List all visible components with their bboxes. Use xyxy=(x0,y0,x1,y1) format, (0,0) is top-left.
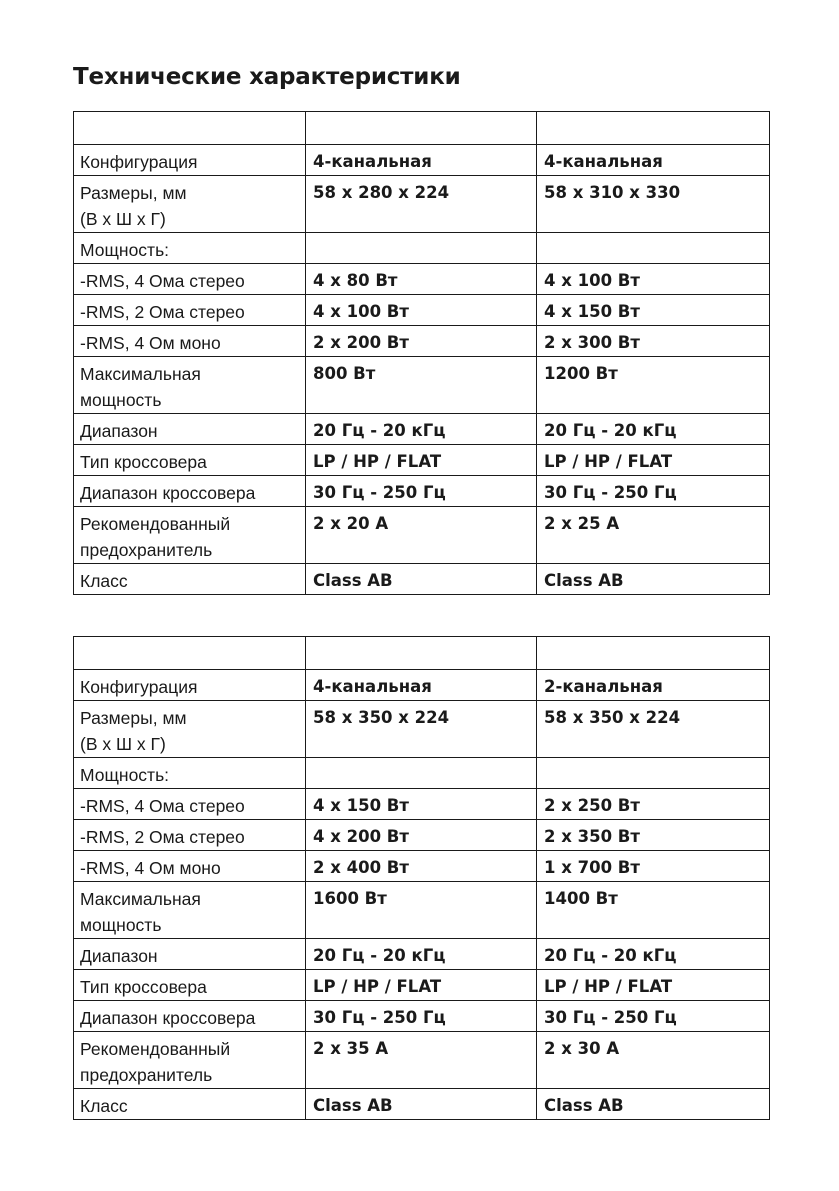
table-row xyxy=(74,1001,770,1032)
row-label-line: (В х Ш х Г) xyxy=(80,209,166,229)
row-value: 4-канальная xyxy=(306,670,537,701)
row-label: Класс xyxy=(74,1089,306,1120)
row-label xyxy=(74,1032,306,1089)
table-row xyxy=(74,789,770,820)
table-row xyxy=(74,176,770,233)
row-value: 4 х 80 Вт xyxy=(306,264,537,295)
row-value xyxy=(537,233,770,264)
row-value: Class AB xyxy=(537,564,770,595)
table-row xyxy=(74,1032,770,1089)
row-value: 58 х 350 х 224 xyxy=(306,701,537,758)
row-value xyxy=(306,758,537,789)
row-value: 58 х 350 х 224 xyxy=(537,701,770,758)
table-row xyxy=(74,970,770,1001)
row-value: 4 х 100 Вт xyxy=(537,264,770,295)
table-row xyxy=(74,670,770,701)
row-value: 30 Гц - 250 Гц xyxy=(537,1001,770,1032)
table-row xyxy=(74,820,770,851)
table-row xyxy=(74,758,770,789)
row-label-line: Максимальная xyxy=(80,364,201,384)
table-row xyxy=(74,882,770,939)
spec-table-2 xyxy=(73,636,770,1120)
row-value: 1400 Вт xyxy=(537,882,770,939)
row-value: 2-канальная xyxy=(537,670,770,701)
header-cell xyxy=(306,637,537,670)
row-value: 2 х 300 Вт xyxy=(537,326,770,357)
row-value: LP / HP / FLAT xyxy=(537,970,770,1001)
row-value: Class AB xyxy=(306,564,537,595)
row-value: Class AB xyxy=(537,1089,770,1120)
row-label: Конфигурация xyxy=(74,145,306,176)
row-label-line: Размеры, мм xyxy=(80,183,187,203)
header-cell xyxy=(74,112,306,145)
row-label: -RMS, 2 Ома стерео xyxy=(74,820,306,851)
row-value: 4 х 150 Вт xyxy=(537,295,770,326)
row-label: Мощность: xyxy=(74,233,306,264)
row-label xyxy=(74,882,306,939)
row-label-line: мощность xyxy=(80,390,162,410)
row-label: Диапазон xyxy=(74,939,306,970)
row-value: 2 х 25 А xyxy=(537,507,770,564)
row-label-line: Максимальная xyxy=(80,889,201,909)
row-value: 2 х 200 Вт xyxy=(306,326,537,357)
row-label: Тип кроссовера xyxy=(74,445,306,476)
row-label xyxy=(74,701,306,758)
row-label: Класс xyxy=(74,564,306,595)
row-label: -RMS, 4 Ом моно xyxy=(74,851,306,882)
table-row xyxy=(74,701,770,758)
row-value: 1200 Вт xyxy=(537,357,770,414)
row-value: 58 х 280 х 224 xyxy=(306,176,537,233)
row-value: 20 Гц - 20 кГц xyxy=(537,414,770,445)
table-row xyxy=(74,1089,770,1120)
row-value: 4-канальная xyxy=(537,145,770,176)
row-value: 4 х 200 Вт xyxy=(306,820,537,851)
row-value: 30 Гц - 250 Гц xyxy=(306,476,537,507)
row-value xyxy=(306,233,537,264)
page-title: Технические характеристики xyxy=(73,64,461,90)
row-label xyxy=(74,176,306,233)
row-value: Class AB xyxy=(306,1089,537,1120)
row-label xyxy=(74,507,306,564)
row-value: LP / HP / FLAT xyxy=(537,445,770,476)
row-label xyxy=(74,357,306,414)
row-value xyxy=(537,758,770,789)
row-value: 1600 Вт xyxy=(306,882,537,939)
row-label-line: Рекомендованный xyxy=(80,1039,231,1059)
row-label-line: мощность xyxy=(80,915,162,935)
row-value: 2 х 35 А xyxy=(306,1032,537,1089)
header-cell xyxy=(74,637,306,670)
table-header-row xyxy=(74,637,770,670)
row-value: 30 Гц - 250 Гц xyxy=(306,1001,537,1032)
row-value: 800 Вт xyxy=(306,357,537,414)
row-label: Тип кроссовера xyxy=(74,970,306,1001)
table-row xyxy=(74,414,770,445)
row-label: Конфигурация xyxy=(74,670,306,701)
row-value: 20 Гц - 20 кГц xyxy=(306,414,537,445)
row-value: 20 Гц - 20 кГц xyxy=(537,939,770,970)
row-label-line: предохранитель xyxy=(80,540,213,560)
header-cell xyxy=(306,112,537,145)
row-label: Мощность: xyxy=(74,758,306,789)
table-row xyxy=(74,145,770,176)
row-label: Диапазон xyxy=(74,414,306,445)
row-value: 4 х 150 Вт xyxy=(306,789,537,820)
table-row xyxy=(74,326,770,357)
row-label-line: Размеры, мм xyxy=(80,708,187,728)
table-row xyxy=(74,295,770,326)
row-label: -RMS, 4 Ом моно xyxy=(74,326,306,357)
row-value: 4 х 100 Вт xyxy=(306,295,537,326)
table-row xyxy=(74,233,770,264)
table-row xyxy=(74,507,770,564)
table-row xyxy=(74,564,770,595)
table-row xyxy=(74,264,770,295)
row-label-line: Рекомендованный xyxy=(80,514,231,534)
row-label-line: (В х Ш х Г) xyxy=(80,734,166,754)
row-value: 1 х 700 Вт xyxy=(537,851,770,882)
spec-table-1 xyxy=(73,111,770,595)
row-value: 4-канальная xyxy=(306,145,537,176)
row-value: 2 х 400 Вт xyxy=(306,851,537,882)
row-label-line: предохранитель xyxy=(80,1065,213,1085)
table-row xyxy=(74,939,770,970)
row-label: -RMS, 4 Ома стерео xyxy=(74,789,306,820)
row-label: Диапазон кроссовера xyxy=(74,476,306,507)
row-label: -RMS, 4 Ома стерео xyxy=(74,264,306,295)
table-row xyxy=(74,357,770,414)
table-row xyxy=(74,445,770,476)
row-value: 2 х 350 Вт xyxy=(537,820,770,851)
table-row xyxy=(74,476,770,507)
row-value: 58 х 310 х 330 xyxy=(537,176,770,233)
row-value: 30 Гц - 250 Гц xyxy=(537,476,770,507)
row-value: LP / HP / FLAT xyxy=(306,445,537,476)
row-value: 20 Гц - 20 кГц xyxy=(306,939,537,970)
row-value: LP / HP / FLAT xyxy=(306,970,537,1001)
header-cell xyxy=(537,637,770,670)
header-cell xyxy=(537,112,770,145)
table-header-row xyxy=(74,112,770,145)
row-label: -RMS, 2 Ома стерео xyxy=(74,295,306,326)
row-value: 2 х 20 А xyxy=(306,507,537,564)
table-row xyxy=(74,851,770,882)
row-value: 2 х 250 Вт xyxy=(537,789,770,820)
row-value: 2 х 30 А xyxy=(537,1032,770,1089)
row-label: Диапазон кроссовера xyxy=(74,1001,306,1032)
